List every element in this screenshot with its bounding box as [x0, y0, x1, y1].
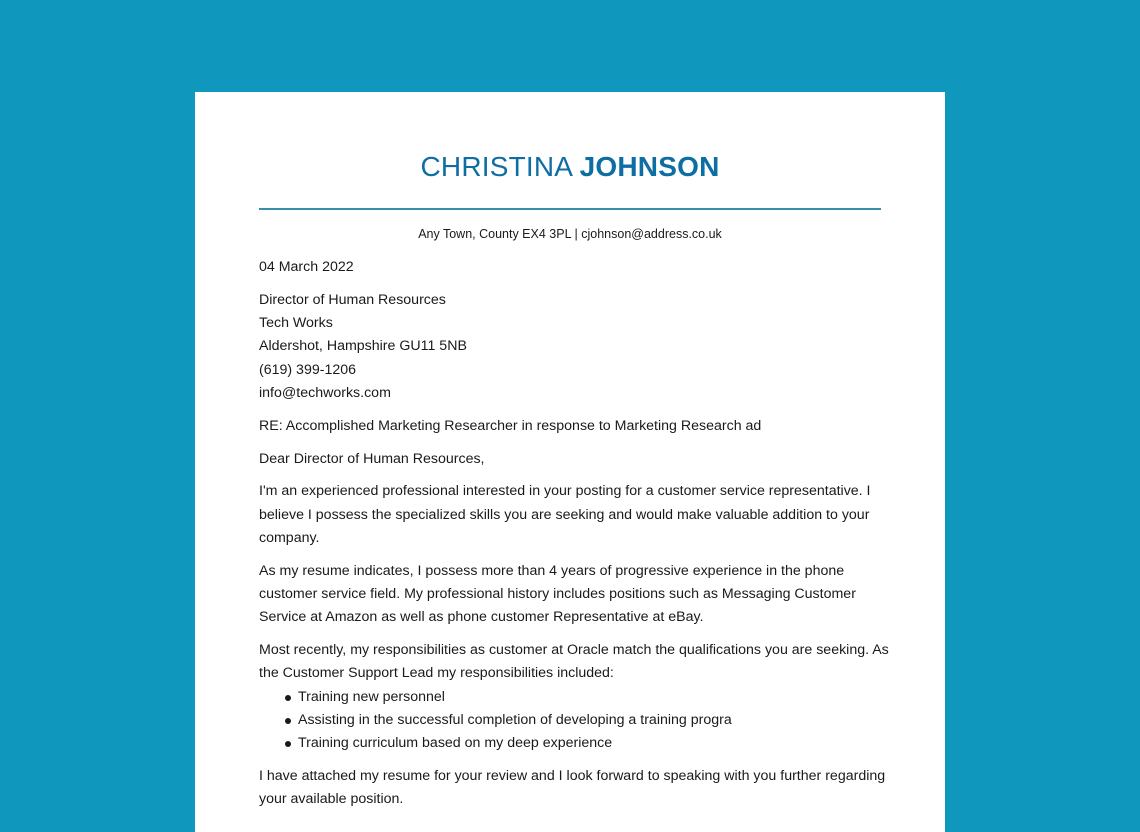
- recipient-address: Aldershot, Hampshire GU11 5NB: [259, 338, 467, 355]
- recipient-company: Tech Works: [259, 315, 333, 332]
- body-paragraph: I'm an experienced professional interested in your posting for a customer service representative. I believe I possess the specialized skills you are seeking and would make valuable addition to your company.: [259, 483, 871, 546]
- recipient-block: [259, 289, 889, 405]
- list-item: Assisting in the successful completion of developing a training progra: [298, 709, 889, 732]
- last-name: JOHNSON: [579, 151, 720, 182]
- recipient-title: Director of Human Resources: [259, 291, 446, 308]
- list-item: Training curriculum based on my deep experience: [298, 732, 889, 755]
- contact-line: Any Town, County EX4 3PL | cjohnson@address.co.uk: [418, 227, 722, 241]
- letter-date: 04 March 2022: [259, 259, 354, 275]
- applicant-name: [195, 150, 945, 184]
- header-divider: [259, 208, 881, 210]
- subject-line: RE: Accomplished Marketing Researcher in response to Marketing Research ad: [259, 417, 762, 434]
- first-name: CHRISTINA: [420, 151, 572, 182]
- body-paragraph: As my resume indicates, I possess more than 4 years of progressive experience in the phone customer service field. My professional history includes positions such as Messaging Customer Service at Amazon as well as phone customer Representative at eBay.: [259, 562, 856, 626]
- recipient-email: info@techworks.com: [259, 384, 391, 401]
- letter-page: [195, 92, 945, 832]
- list-item: Training new personnel: [298, 686, 889, 709]
- salutation: Dear Director of Human Resources,: [259, 450, 485, 467]
- letter-body: [259, 256, 889, 821]
- closing-paragraph: I have attached my resume for your review and I look forward to speaking with you further regarding your available position.: [259, 768, 886, 808]
- responsibilities-list: [259, 686, 889, 756]
- body-paragraph: Most recently, my responsibilities as customer at Oracle match the qualifications you are seeking. As the Customer Support Lead my responsibilities included:: [259, 642, 889, 682]
- recipient-phone: (619) 399-1206: [259, 361, 357, 378]
